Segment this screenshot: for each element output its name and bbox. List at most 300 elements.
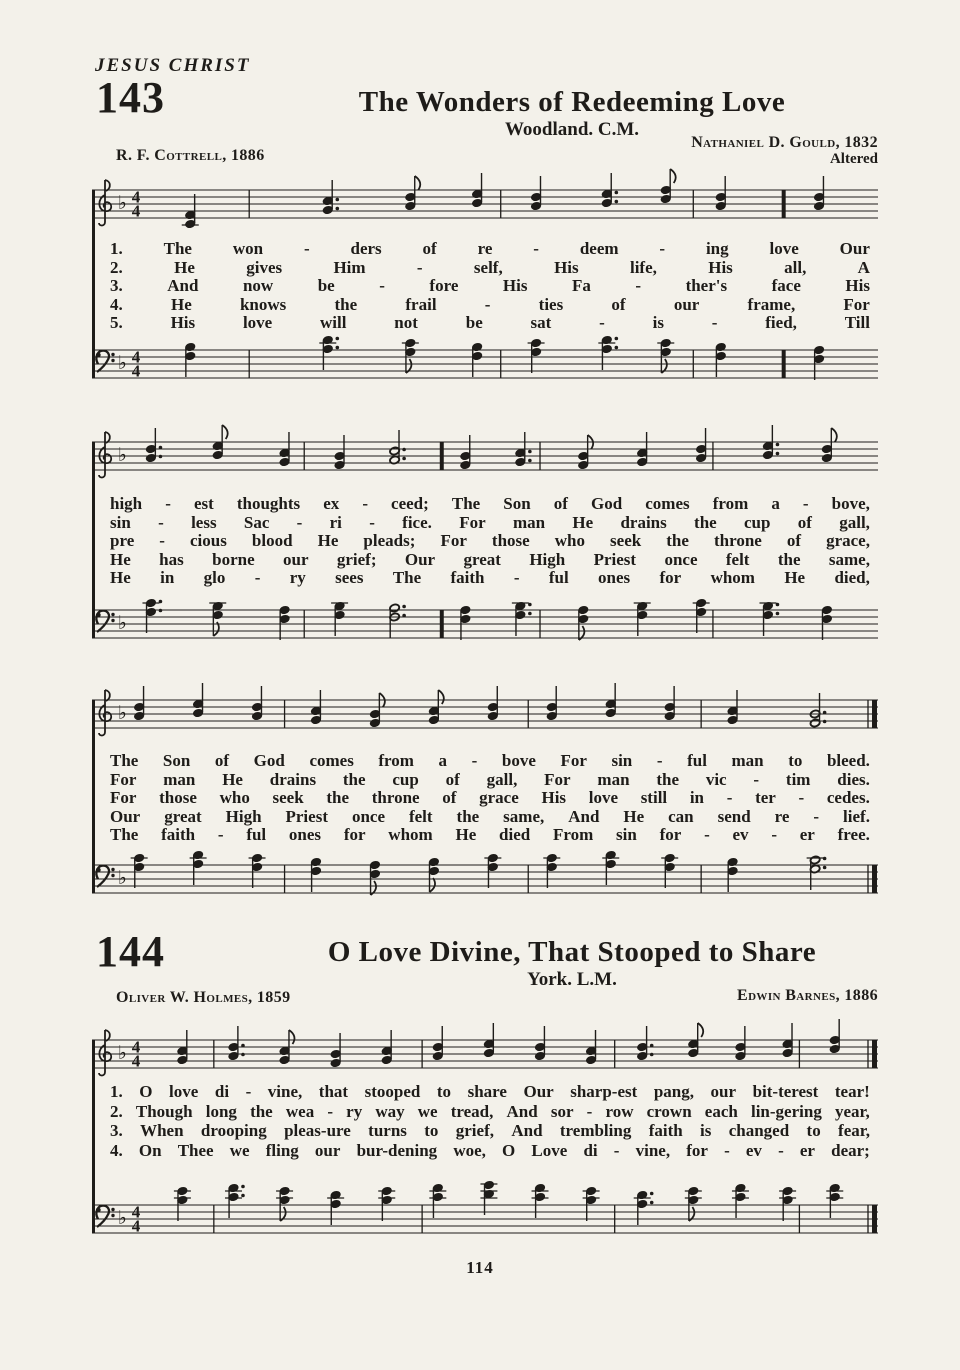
lyric-token: bur-dening [356, 1140, 438, 1160]
lyric-token: stooped [364, 1082, 421, 1101]
lyric-line [110, 296, 870, 315]
lyric-token: And [506, 1101, 538, 1121]
lyric-token: And [568, 806, 600, 826]
time-signature-bottom: 4 [131, 201, 141, 221]
lyric-token: that [318, 1082, 349, 1101]
lyric-token: faith [161, 825, 196, 844]
time-signature-top: 4 [131, 187, 141, 207]
lyric-line [110, 808, 870, 827]
lyric-token: to [806, 1121, 821, 1140]
lyric-token: - [798, 788, 805, 807]
lyric-token: in [689, 788, 705, 807]
lyric-line [110, 240, 870, 259]
lyric-token: bove [501, 751, 536, 770]
lyric-token: love [242, 313, 273, 332]
lyric-token: di [583, 1140, 598, 1160]
lyric-token: won [232, 239, 264, 258]
lyric-token: from [712, 494, 749, 513]
lyric-line [110, 1082, 870, 1102]
lyric-token: - [254, 568, 261, 587]
bass-staff-143-2 [92, 584, 878, 668]
bass-clef-icon [96, 351, 115, 372]
lyric-token: pleads; [363, 531, 416, 550]
lyric-line [110, 514, 870, 533]
lyric-token: Sac [243, 512, 270, 532]
lyric-token: A [857, 257, 870, 277]
lyric-token: ful [687, 751, 707, 770]
lyric-token: Son [503, 494, 531, 513]
lyric-token: ful [548, 568, 569, 587]
lyric-token: our [314, 1140, 341, 1160]
lyric-token: bit-terest [752, 1082, 819, 1101]
lyric-token: His [845, 276, 870, 295]
lyric-token: our [282, 549, 309, 569]
lyric-token: the [250, 1101, 273, 1121]
lyric-token: 4. [110, 1140, 123, 1160]
lyric-token: sees [335, 568, 364, 587]
lyric-token: dear; [831, 1140, 870, 1160]
lyric-token: He [174, 257, 195, 277]
lyric-line [110, 277, 870, 296]
music-system-143-1 [92, 168, 878, 408]
lyric-token: love [769, 239, 799, 258]
lyric-token: His [170, 313, 196, 332]
lyric-token: great [164, 806, 202, 826]
hymn-144-number: 144 [96, 927, 165, 976]
lyric-token: blood [251, 531, 293, 550]
lyric-token: who [554, 531, 585, 550]
lyric-token: comes [645, 494, 690, 513]
lyric-token: love [588, 788, 618, 807]
lyric-token: pre [110, 531, 135, 550]
lyric-token: for [659, 825, 682, 844]
lyric-token: - [327, 1101, 334, 1121]
lyric-token: The [392, 568, 422, 587]
lyric-token: of [786, 531, 802, 550]
lyric-token: a [771, 494, 780, 513]
lyric-token: love [169, 1082, 199, 1101]
music-system-143-2 [92, 420, 878, 670]
time-signature-bottom: 4 [131, 1216, 141, 1236]
lyric-token: - [724, 1140, 730, 1160]
lyric-line [110, 771, 870, 790]
lyric-token: ceed; [391, 494, 429, 513]
lyric-token: the [666, 531, 689, 550]
lyrics-144-system-1 [110, 1082, 870, 1160]
lyric-token: Priest [285, 806, 328, 826]
lyric-token: once [664, 549, 698, 569]
lyric-token: ri [329, 512, 342, 532]
lyric-token: throne [371, 788, 420, 807]
lyric-token: those [159, 788, 197, 807]
lyric-token: For [560, 751, 587, 770]
lyric-token: of [553, 494, 568, 513]
lyric-token: died, [834, 568, 870, 587]
lyric-token: Thee [177, 1140, 214, 1160]
lyric-token: His [502, 276, 528, 295]
flat-sign: ♭ [118, 193, 127, 214]
lyric-token: sor [550, 1101, 574, 1121]
lyric-token: cup [392, 769, 419, 789]
lyric-token: bove, [831, 494, 870, 513]
lyric-token: those [491, 531, 530, 550]
lyric-token: vine, [635, 1140, 671, 1160]
lyric-token: Love [531, 1140, 568, 1160]
lyric-token: He [110, 549, 131, 569]
lyric-token: - [635, 276, 642, 295]
lyric-token: 1. [110, 239, 123, 258]
lyric-token: ex [323, 494, 340, 513]
lyric-token: the [342, 769, 366, 789]
bass-staff-144-1 [92, 1179, 878, 1263]
lyric-token: deem [579, 239, 619, 258]
lyric-token: For [459, 512, 486, 532]
lyric-token: we [229, 1140, 250, 1160]
lyric-token: - [656, 751, 663, 770]
lyric-token: fied, [765, 313, 797, 332]
lyric-token: And [167, 276, 199, 295]
flat-sign: ♭ [118, 703, 127, 724]
lyric-token: For [440, 531, 467, 550]
lyric-token: still [640, 788, 668, 807]
lyric-token: - [726, 788, 733, 807]
lyric-token: ders [350, 239, 382, 258]
lyric-token: high [110, 494, 143, 513]
lyric-token: we [417, 1101, 438, 1121]
lyric-token: the [777, 549, 801, 569]
hymn-143-number: 143 [96, 73, 165, 122]
lyric-token: sharp-est [570, 1082, 638, 1101]
lyric-token: Our [523, 1082, 554, 1101]
lyric-token: 3. [110, 276, 123, 295]
lyrics-143-system-1 [110, 240, 870, 333]
lyric-token: dies. [837, 769, 870, 789]
lyric-token: crown [646, 1101, 692, 1121]
lyric-token: pleas-ure [284, 1121, 351, 1140]
lyric-token: - [296, 512, 303, 532]
lyric-token: sat [530, 313, 552, 332]
lyric-token: - [369, 512, 375, 532]
lyric-token: O [502, 1140, 516, 1160]
lyric-token: - [599, 313, 605, 332]
lyric-token: O [139, 1082, 153, 1101]
hymn-143-title: The Wonders of Redeeming Love [358, 86, 786, 118]
lyric-token: of [214, 751, 230, 770]
lyric-token: be [465, 313, 483, 332]
lyric-token: fling [265, 1140, 299, 1160]
lyric-token: lief. [843, 806, 870, 826]
lyric-token: - [303, 239, 310, 258]
hymn-143-composer-note: Altered [829, 151, 878, 167]
lyric-token: tim [785, 769, 811, 789]
lyric-token: sin [611, 751, 633, 770]
lyric-token: ev [745, 1140, 762, 1160]
lyric-token: once [351, 806, 385, 826]
lyric-token: seek [610, 531, 642, 550]
lyric-token: 1. [110, 1082, 123, 1101]
time-signature-top: 4 [131, 1202, 141, 1222]
music-system-143-3 [92, 678, 878, 926]
lyric-token: ful [246, 825, 267, 844]
lyric-token: cedes. [826, 788, 870, 807]
lyric-token: - [813, 806, 820, 826]
lyric-line [110, 1121, 870, 1141]
lyric-line [110, 551, 870, 570]
lyric-token: can [668, 806, 694, 826]
lyric-token: The [451, 494, 481, 513]
lyric-token: great [463, 549, 501, 569]
page-number: 114 [466, 1258, 494, 1277]
lyric-token: grief; [336, 549, 377, 569]
lyric-token: free. [837, 825, 870, 844]
lyric-token: High [225, 806, 262, 826]
treble-clef-icon [99, 180, 111, 226]
lyric-token: - [379, 276, 385, 295]
lyric-token: tear! [834, 1082, 870, 1101]
lyric-token: vine, [267, 1082, 303, 1101]
lyric-token: He [784, 568, 806, 587]
lyric-token: man [512, 512, 546, 532]
lyric-token: gall, [486, 769, 518, 789]
lyric-token: man [731, 751, 764, 770]
bass-staff-143-3 [92, 839, 878, 923]
lyric-token: the [694, 512, 717, 532]
lyric-token: bleed. [826, 751, 870, 770]
lyric-token: of [611, 294, 626, 314]
lyric-line [110, 495, 870, 514]
lyric-token: man [163, 769, 196, 789]
lyric-token: He [170, 294, 192, 314]
treble-clef-icon [99, 690, 111, 736]
lyric-line [110, 1141, 870, 1161]
lyric-token: died [499, 825, 531, 844]
lyric-token: Son [162, 751, 191, 770]
lyric-token: lin-gering [750, 1101, 822, 1121]
lyric-token: in [160, 568, 175, 587]
lyric-token: He [317, 531, 339, 550]
lyric-token: for [686, 1140, 708, 1160]
lyric-token: - [533, 239, 539, 258]
lyric-token: way [375, 1101, 405, 1121]
lyric-line [110, 752, 870, 771]
hymn-144-title: O Love Divine, That Stooped to Share [327, 936, 817, 968]
lyric-token: - [613, 1140, 620, 1160]
lyric-token: grace, [826, 531, 870, 550]
lyric-token: the [334, 294, 358, 314]
treble-staff-143-2 [92, 420, 878, 494]
lyric-token: ry [289, 568, 306, 587]
hymn-143-tune: Woodland. C.M. [504, 119, 640, 140]
lyric-token: has [159, 549, 184, 569]
lyric-token: row [605, 1101, 634, 1121]
lyric-token: fear, [838, 1121, 870, 1140]
lyric-token: He [572, 512, 594, 532]
lyric-token: The [110, 751, 139, 770]
lyric-token: - [659, 239, 666, 258]
lyric-token: 4. [110, 294, 123, 314]
bass-clef-icon [96, 611, 115, 632]
lyric-token: year, [834, 1101, 870, 1121]
hymn-144-composer: Edwin Barnes, 1886 [737, 987, 878, 1004]
lyric-token: man [597, 769, 630, 789]
lyric-token: a [438, 751, 448, 770]
lyric-token: is [700, 1121, 712, 1140]
flat-sign: ♭ [118, 445, 127, 466]
lyric-token: the [656, 769, 680, 789]
time-signature-bottom: 4 [131, 1051, 141, 1071]
lyric-line [110, 532, 870, 551]
lyric-token: tread, [450, 1101, 494, 1121]
lyric-token: be [317, 276, 335, 295]
lyric-token: er [799, 1140, 815, 1160]
lyric-token: drains [269, 769, 317, 789]
lyric-token: less [191, 512, 217, 532]
lyric-token: ther's [685, 276, 728, 295]
lyric-token: for [343, 825, 366, 844]
lyric-token: to [788, 751, 803, 770]
lyric-token: sin [110, 512, 131, 532]
lyric-token: - [362, 494, 368, 513]
flat-sign: ♭ [118, 613, 127, 634]
lyric-token: est [193, 494, 214, 513]
lyric-token: Him [333, 257, 366, 277]
treble-staff-143-1 [92, 168, 878, 242]
lyric-token: 2. [110, 1101, 123, 1121]
lyric-token: frail [405, 294, 437, 314]
lyric-token: pang, [653, 1082, 694, 1101]
lyric-token: felt [408, 806, 433, 826]
lyric-token: same, [828, 549, 870, 569]
lyric-line [110, 259, 870, 278]
lyric-token: our [710, 1082, 737, 1101]
lyric-token: - [778, 1140, 784, 1160]
lyric-token: ev [732, 825, 749, 844]
lyric-token: our [673, 294, 700, 314]
lyric-token: from [378, 751, 414, 770]
lyric-token: From [552, 825, 594, 844]
lyric-token: of [797, 512, 812, 532]
lyric-token: He [455, 825, 477, 844]
lyric-token: Our [110, 806, 141, 826]
lyric-token: drains [620, 512, 667, 532]
lyric-token: borne [212, 549, 255, 569]
lyric-token: - [416, 257, 423, 277]
lyric-token: re [774, 806, 790, 826]
lyric-token: of [445, 769, 460, 789]
bass-clef-icon [96, 1206, 115, 1227]
section-label: JESUS CHRIST [95, 55, 251, 76]
lyric-token: - [217, 825, 224, 844]
lyric-token: When [140, 1121, 184, 1140]
lyric-token: face [771, 276, 801, 295]
lyric-token: His [541, 788, 567, 807]
lyrics-143-system-2 [110, 495, 870, 588]
lyric-token: God [253, 751, 285, 770]
lyric-token: seek [272, 788, 304, 807]
treble-staff-143-3 [92, 678, 878, 752]
lyric-token: re [477, 239, 493, 258]
lyric-token: all, [784, 257, 807, 277]
lyric-token: cup [744, 512, 771, 532]
lyric-token: turns [368, 1121, 407, 1140]
lyric-token: - [704, 825, 710, 844]
lyrics-143-system-3 [110, 752, 870, 845]
bass-staff-143-1 [92, 324, 878, 408]
lyric-token: of [422, 239, 437, 258]
lyric-token: - [711, 313, 718, 332]
flat-sign: ♭ [118, 1043, 127, 1064]
lyric-token: felt [725, 549, 750, 569]
lyric-token: share [467, 1082, 507, 1101]
lyric-token: vic [705, 769, 727, 789]
treble-staff-144-1 [92, 1018, 878, 1092]
lyric-line [110, 1102, 870, 1122]
lyric-token: ones [598, 568, 631, 587]
lyric-token: - [802, 494, 809, 513]
lyric-token: For [110, 769, 137, 789]
lyric-token: of [442, 788, 457, 807]
hymn-144-author: Oliver W. Holmes, 1859 [116, 989, 291, 1006]
treble-clef-icon [99, 432, 111, 478]
lyric-token: - [586, 1101, 593, 1121]
lyric-token: woe, [453, 1140, 486, 1160]
lyric-token: faith [450, 568, 485, 587]
lyric-token: The [163, 239, 192, 258]
lyric-token: 2. [110, 257, 123, 277]
lyric-token: 5. [110, 313, 123, 332]
lyric-token: whom [710, 568, 755, 587]
lyric-token: And [511, 1121, 543, 1140]
lyric-token: not [394, 313, 418, 332]
lyric-token: throne [713, 531, 762, 550]
lyric-token: Fa [571, 276, 591, 295]
lyric-token: life, [629, 257, 657, 277]
lyric-token: - [513, 568, 520, 587]
lyric-token: glo [203, 568, 226, 587]
lyric-token: He [623, 806, 645, 826]
flat-sign: ♭ [118, 353, 127, 374]
lyric-token: - [158, 512, 164, 532]
lyric-token: He [110, 568, 131, 587]
lyric-token: who [219, 788, 250, 807]
lyric-token: - [245, 1082, 252, 1101]
lyric-token: 3. [110, 1121, 123, 1140]
lyric-token: changed [728, 1121, 790, 1140]
lyric-token: wea [285, 1101, 315, 1121]
time-signature-top: 4 [131, 1037, 141, 1057]
lyric-token: ing [705, 239, 729, 258]
lyric-token: the [326, 788, 350, 807]
lyric-token: the [456, 806, 480, 826]
lyric-token: - [753, 769, 760, 789]
lyric-token: ter [755, 788, 776, 807]
lyric-token: gall, [839, 512, 870, 532]
lyric-token: cious [190, 531, 227, 550]
lyric-token: For [843, 294, 870, 314]
lyric-token: will [320, 313, 347, 332]
lyric-token: same, [503, 806, 545, 826]
lyric-token: comes [309, 751, 354, 770]
lyric-token: grace [479, 788, 519, 807]
lyric-token: For [110, 788, 137, 807]
lyric-token: fice. [402, 512, 432, 532]
lyric-token: now [242, 276, 274, 295]
lyric-token: is [652, 313, 664, 332]
lyric-token: drooping [200, 1121, 267, 1140]
lyric-token: frame, [747, 294, 796, 314]
music-system-144-1 [92, 1018, 878, 1266]
lyric-token: gives [246, 257, 283, 277]
